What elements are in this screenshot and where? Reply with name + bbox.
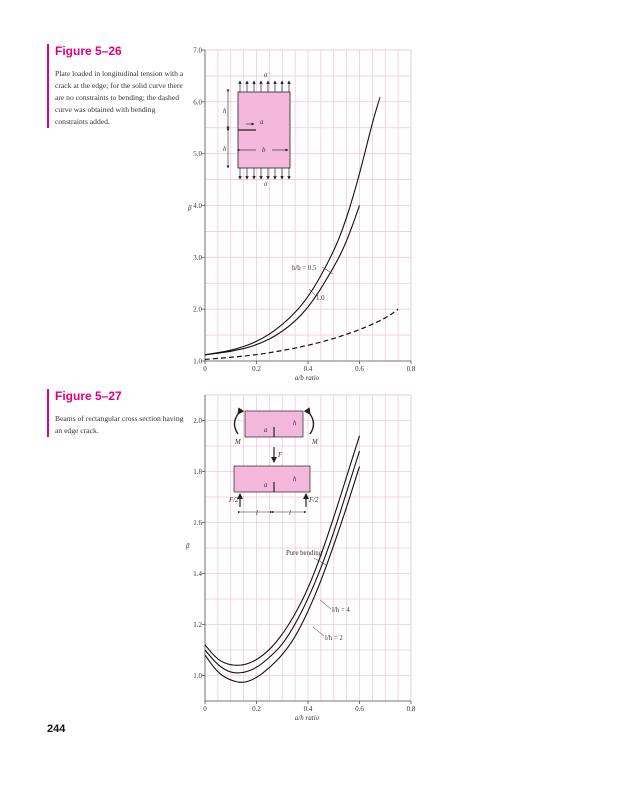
x-tick-label: 0.8 [406,705,416,713]
x-tick-label: 0.2 [252,365,261,373]
leader-l-h-2 [313,627,324,636]
inset-a: a [260,119,264,126]
x-tick-label: 0.2 [252,705,261,713]
annotation-1-0: 1.0 [316,295,325,302]
chart2-xlabel: a/h ratio [294,714,320,722]
x-tick-label: 0.6 [355,365,364,373]
inset-h-lower: h [223,146,227,153]
y-tick-label: 1.0 [193,672,202,680]
y-tick-label: 3.0 [193,253,202,262]
inset-m-left: M [235,439,241,446]
x-tick-label: 0.8 [406,365,416,373]
chart1-axes [193,47,416,374]
y-tick-label: 6.0 [193,98,202,107]
y-tick-label: 5.0 [193,150,202,159]
figure-caption: Beams of rectangular cross section having an edge crack. [55,414,184,435]
beam-inset-diagram [228,411,319,517]
inset-b: b [262,147,266,154]
moment-left-icon [235,414,239,434]
annotation-h-b-0-5: h/b = 0.5 [292,265,317,272]
x-tick-label: 0.4 [303,705,313,713]
y-tick-label: 1.4 [193,570,202,578]
beam-bottom-shape [234,466,310,492]
inset-h-bottom: h [293,476,297,483]
chart1-ylabel: β [188,204,192,212]
moment-right-icon [310,414,314,434]
annotation-l-h-2: l/h = 2 [325,635,343,642]
inset-h-upper: h [223,108,227,115]
y-tick-label: 1.2 [193,621,202,629]
inset-a-top: a [264,427,268,434]
inset-f-half-left: F/2 [229,497,239,504]
series-line-bending-constrained [205,309,398,359]
x-tick-label: 0.4 [303,365,313,373]
y-tick-label: 2.0 [193,305,202,314]
chart1-series [205,97,398,360]
inset-f-half-right: F/2 [309,497,319,504]
inset-a-bottom: a [264,482,268,489]
inset-m-right: M [312,439,318,446]
y-tick-label: 1.0 [193,357,202,366]
figure-title: Figure 5–27 [55,389,122,403]
inset-h-top: h [293,420,297,427]
chart2-ylabel: β [186,542,190,550]
y-tick-label: 2.0 [193,417,202,425]
series-line-h-b-0-5 [205,97,380,355]
x-tick-label: 0 [203,365,207,373]
y-tick-label: 1.8 [193,468,202,476]
inset-l-left: l [256,510,258,517]
chart1-xlabel: a/b ratio [294,374,320,382]
annotation-pure-bending: Pure bending [286,550,323,557]
inset-l-right: l [289,510,291,517]
inset-sigma-top: σ [264,72,268,79]
leader-l-h-4 [320,600,331,609]
inset-sigma-bottom: σ [264,181,268,188]
x-tick-label: 0.6 [355,705,364,713]
inset-f: F [278,452,283,459]
chart1-annotations [187,204,333,382]
annotation-l-h-4: l/h = 4 [332,607,350,614]
y-tick-label: 7.0 [193,46,202,55]
page-number: 244 [47,723,66,735]
y-tick-label: 4.0 [193,202,202,210]
y-tick-label: 1.6 [193,519,202,527]
figure-caption: Plate loaded in longitudinal tension with a crack at the edge; for the solid curve there are no constraints to bending; the dashed curve was obtained with bending constraints added. [55,69,184,126]
figure-title: Figure 5–26 [55,44,122,58]
x-tick-label: 0 [203,705,207,713]
